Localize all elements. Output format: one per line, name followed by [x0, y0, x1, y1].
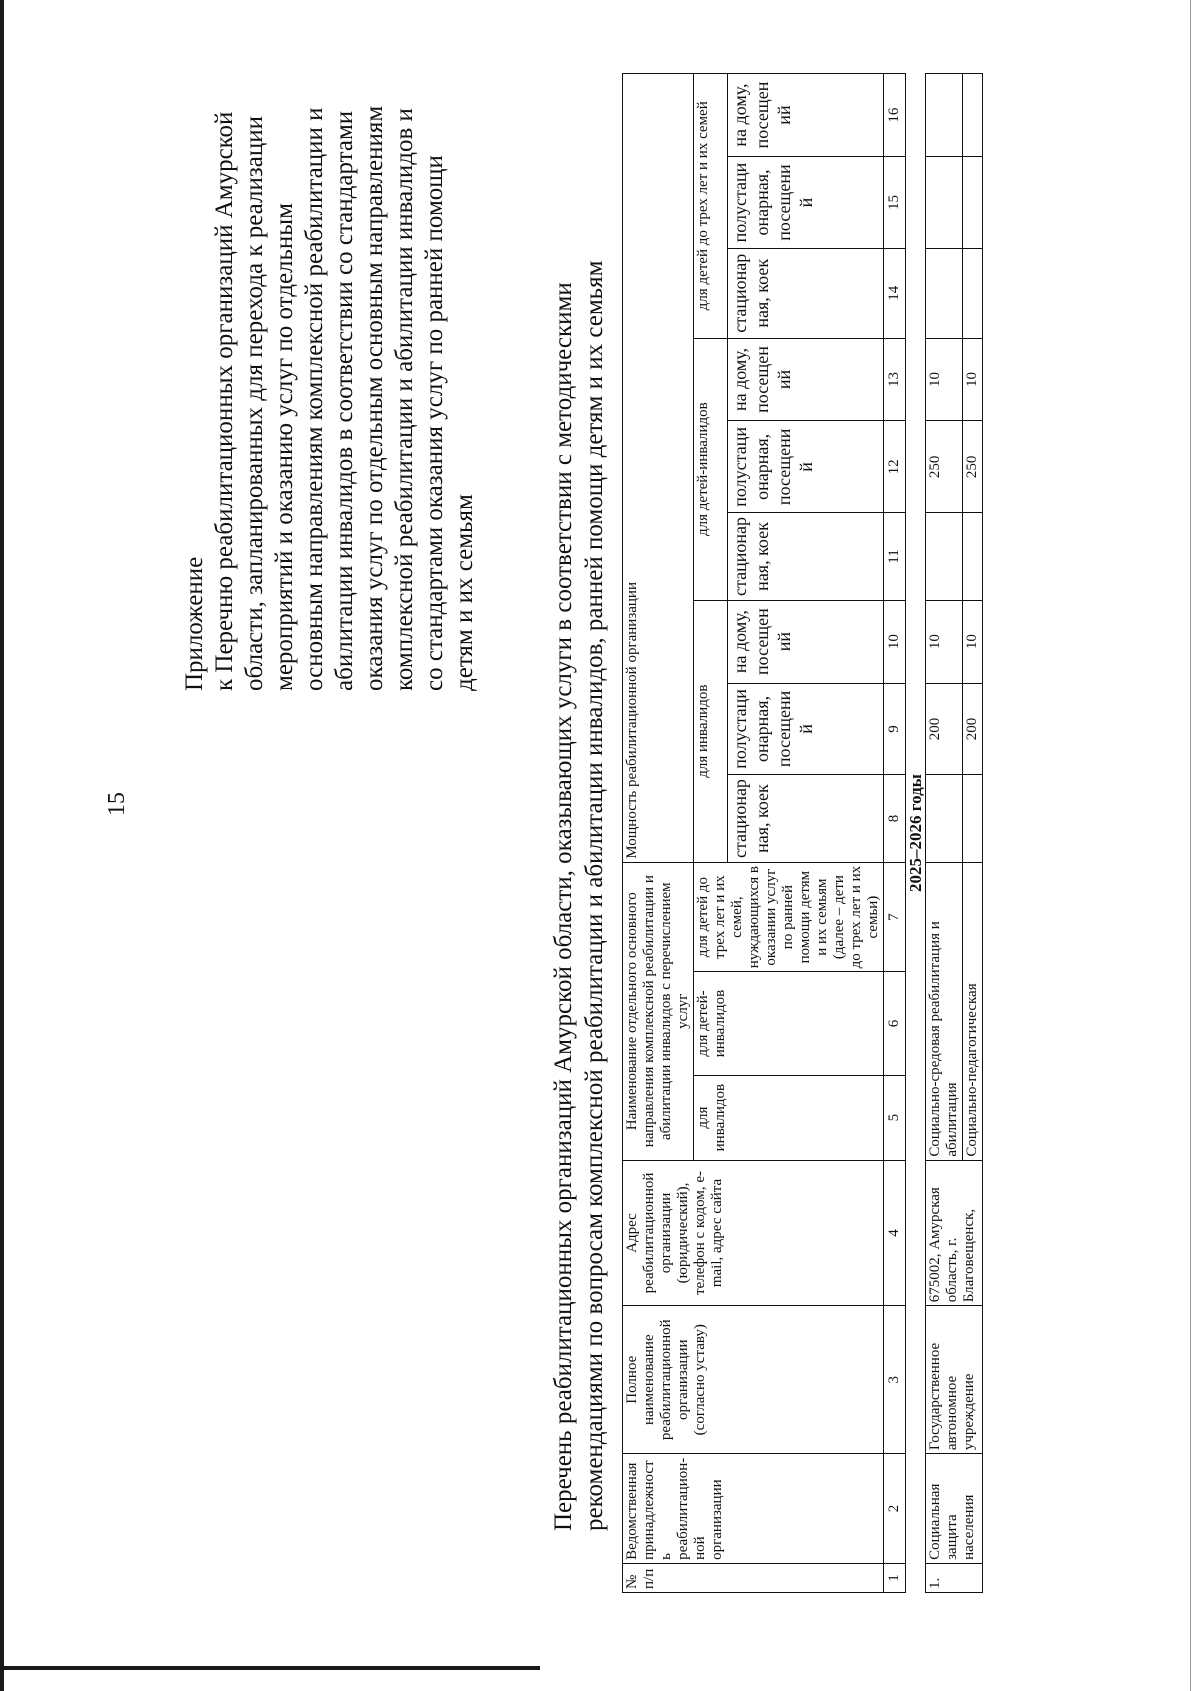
table-row — [926, 74, 963, 1593]
title-line: Перечень реабилитационных организаций Амурской области, оказывающих услуги в соответствии с методическими — [550, 282, 577, 1531]
cell-c11 — [963, 513, 983, 600]
column-number: 7 — [884, 862, 906, 972]
row-dept: Социальная защита населения — [926, 1454, 983, 1564]
cell-c8 — [926, 775, 963, 862]
column-number: 8 — [884, 775, 906, 862]
column-number: 14 — [884, 248, 906, 338]
column-number: 10 — [884, 600, 906, 683]
header-dir-invalids: для инвалидов — [694, 1075, 884, 1160]
appendix-line: абилитации инвалидов в соответствии со стандартами — [331, 110, 358, 691]
cell-c13: 10 — [963, 338, 983, 421]
header-num: № п/п — [623, 1563, 884, 1592]
cell-c9: 200 — [963, 683, 983, 775]
header-home: на дому, посещений — [728, 338, 884, 421]
cell-c12: 250 — [963, 421, 983, 513]
cell-c13: 10 — [926, 338, 963, 421]
cell-c10: 10 — [926, 600, 963, 683]
header-cap-children: для детей-инвалидов — [694, 338, 728, 600]
cell-c8 — [963, 775, 983, 862]
appendix-line: к Перечню реабилитационных организаций Амурской — [211, 111, 238, 691]
header-stationary: стационарная, коек — [728, 775, 884, 862]
appendix-line: основным направлениям комплексной реабилитации и — [301, 107, 328, 691]
column-number: 15 — [884, 157, 906, 249]
appendix-line: оказания услуг по отдельным основным направлениям — [361, 105, 388, 691]
appendix-block — [180, 31, 480, 691]
header-direction: Наименование отдельного основного направления комплексной реабилитации и абилитации инвалидов с перечислением услуг — [623, 862, 694, 1160]
cell-c10: 10 — [963, 600, 983, 683]
header-dir-children: для детей-инвалидов — [694, 972, 884, 1075]
header-stationary: стационарная, коек — [728, 513, 884, 600]
row-direction: Социально-педагогическая — [963, 862, 983, 1160]
cell-c15 — [926, 157, 963, 249]
cell-c14 — [963, 248, 983, 338]
column-number: 13 — [884, 338, 906, 421]
appendix-line: области, запланированных для перехода к реализации — [241, 116, 268, 691]
column-number: 11 — [884, 513, 906, 600]
column-number: 1 — [884, 1563, 906, 1592]
row-num: 1. — [926, 1563, 983, 1592]
title-line: рекомендациями по вопросам комплексной реабилитации и абилитации инвалидов, ранней помощи детям и их семьям — [581, 260, 608, 1531]
column-number: 16 — [884, 74, 906, 157]
header-address: Адрес реабилитационной организации (юридический), телефон с кодом, e-mail, адрес сайта — [623, 1160, 884, 1306]
appendix-line: детям и их семьям — [451, 494, 478, 691]
cell-c9: 200 — [926, 683, 963, 775]
header-fullname: Полное наименование реабилитационной организации (согласно уставу) — [623, 1306, 884, 1454]
appendix-line: комплексной реабилитации и абилитации инвалидов и — [391, 108, 418, 691]
header-capacity: Мощность реабилитационной организации — [623, 74, 694, 863]
header-cap-invalids: для инвалидов — [694, 600, 728, 862]
row-address: 675002, Амурская область, г. Благовещенск, — [926, 1160, 983, 1306]
cell-c11 — [926, 513, 963, 600]
header-home: на дому, посещений — [728, 600, 884, 683]
column-number: 5 — [884, 1075, 906, 1160]
column-number: 6 — [884, 972, 906, 1075]
column-number: 3 — [884, 1306, 906, 1454]
cell-c14 — [926, 248, 963, 338]
document-title — [548, 31, 610, 1531]
row-direction: Социально-средовая реабилитация и абилитация — [926, 862, 963, 1160]
appendix-line: мероприятий и оказанию услуг по отдельным — [271, 203, 298, 691]
row-name: Государственное автономное учреждение — [926, 1306, 983, 1454]
cell-c16 — [963, 74, 983, 157]
header-stationary: стационарная, коек — [728, 248, 884, 338]
year-row — [906, 74, 926, 1593]
appendix-line: со стандартами оказания услуг по ранней помощи — [421, 155, 448, 691]
cell-c12: 250 — [926, 421, 963, 513]
column-numbers-row — [884, 74, 906, 1593]
header-home: на дому, посещений — [728, 74, 884, 157]
header-semi: полустационарная, посещений — [728, 157, 884, 249]
header-dir-early: для детей до трех лет и их семей, нуждающихся в оказании услуг по ранней помощи детям и их семьям (далее – дети до трех лет и их семьи) — [694, 862, 884, 972]
header-semi: полустационарная, посещений — [728, 421, 884, 513]
year-label: 2025–2026 годы — [906, 74, 926, 1593]
column-number: 9 — [884, 683, 906, 775]
header-semi: полустационарная, посещений — [728, 683, 884, 775]
header-dept: Ведомственная принадлежность реабилитацион-ной организации — [623, 1454, 884, 1564]
appendix-line: Приложение — [181, 556, 208, 691]
organizations-table — [622, 73, 983, 1593]
cell-c16 — [926, 74, 963, 157]
column-number: 4 — [884, 1160, 906, 1306]
page-number: 15 — [104, 792, 130, 816]
header-row-1 — [623, 74, 694, 1593]
header-cap-early: для детей до трех лет и их семей — [694, 74, 728, 339]
cell-c15 — [963, 157, 983, 249]
column-number: 12 — [884, 421, 906, 513]
column-number: 2 — [884, 1454, 906, 1564]
